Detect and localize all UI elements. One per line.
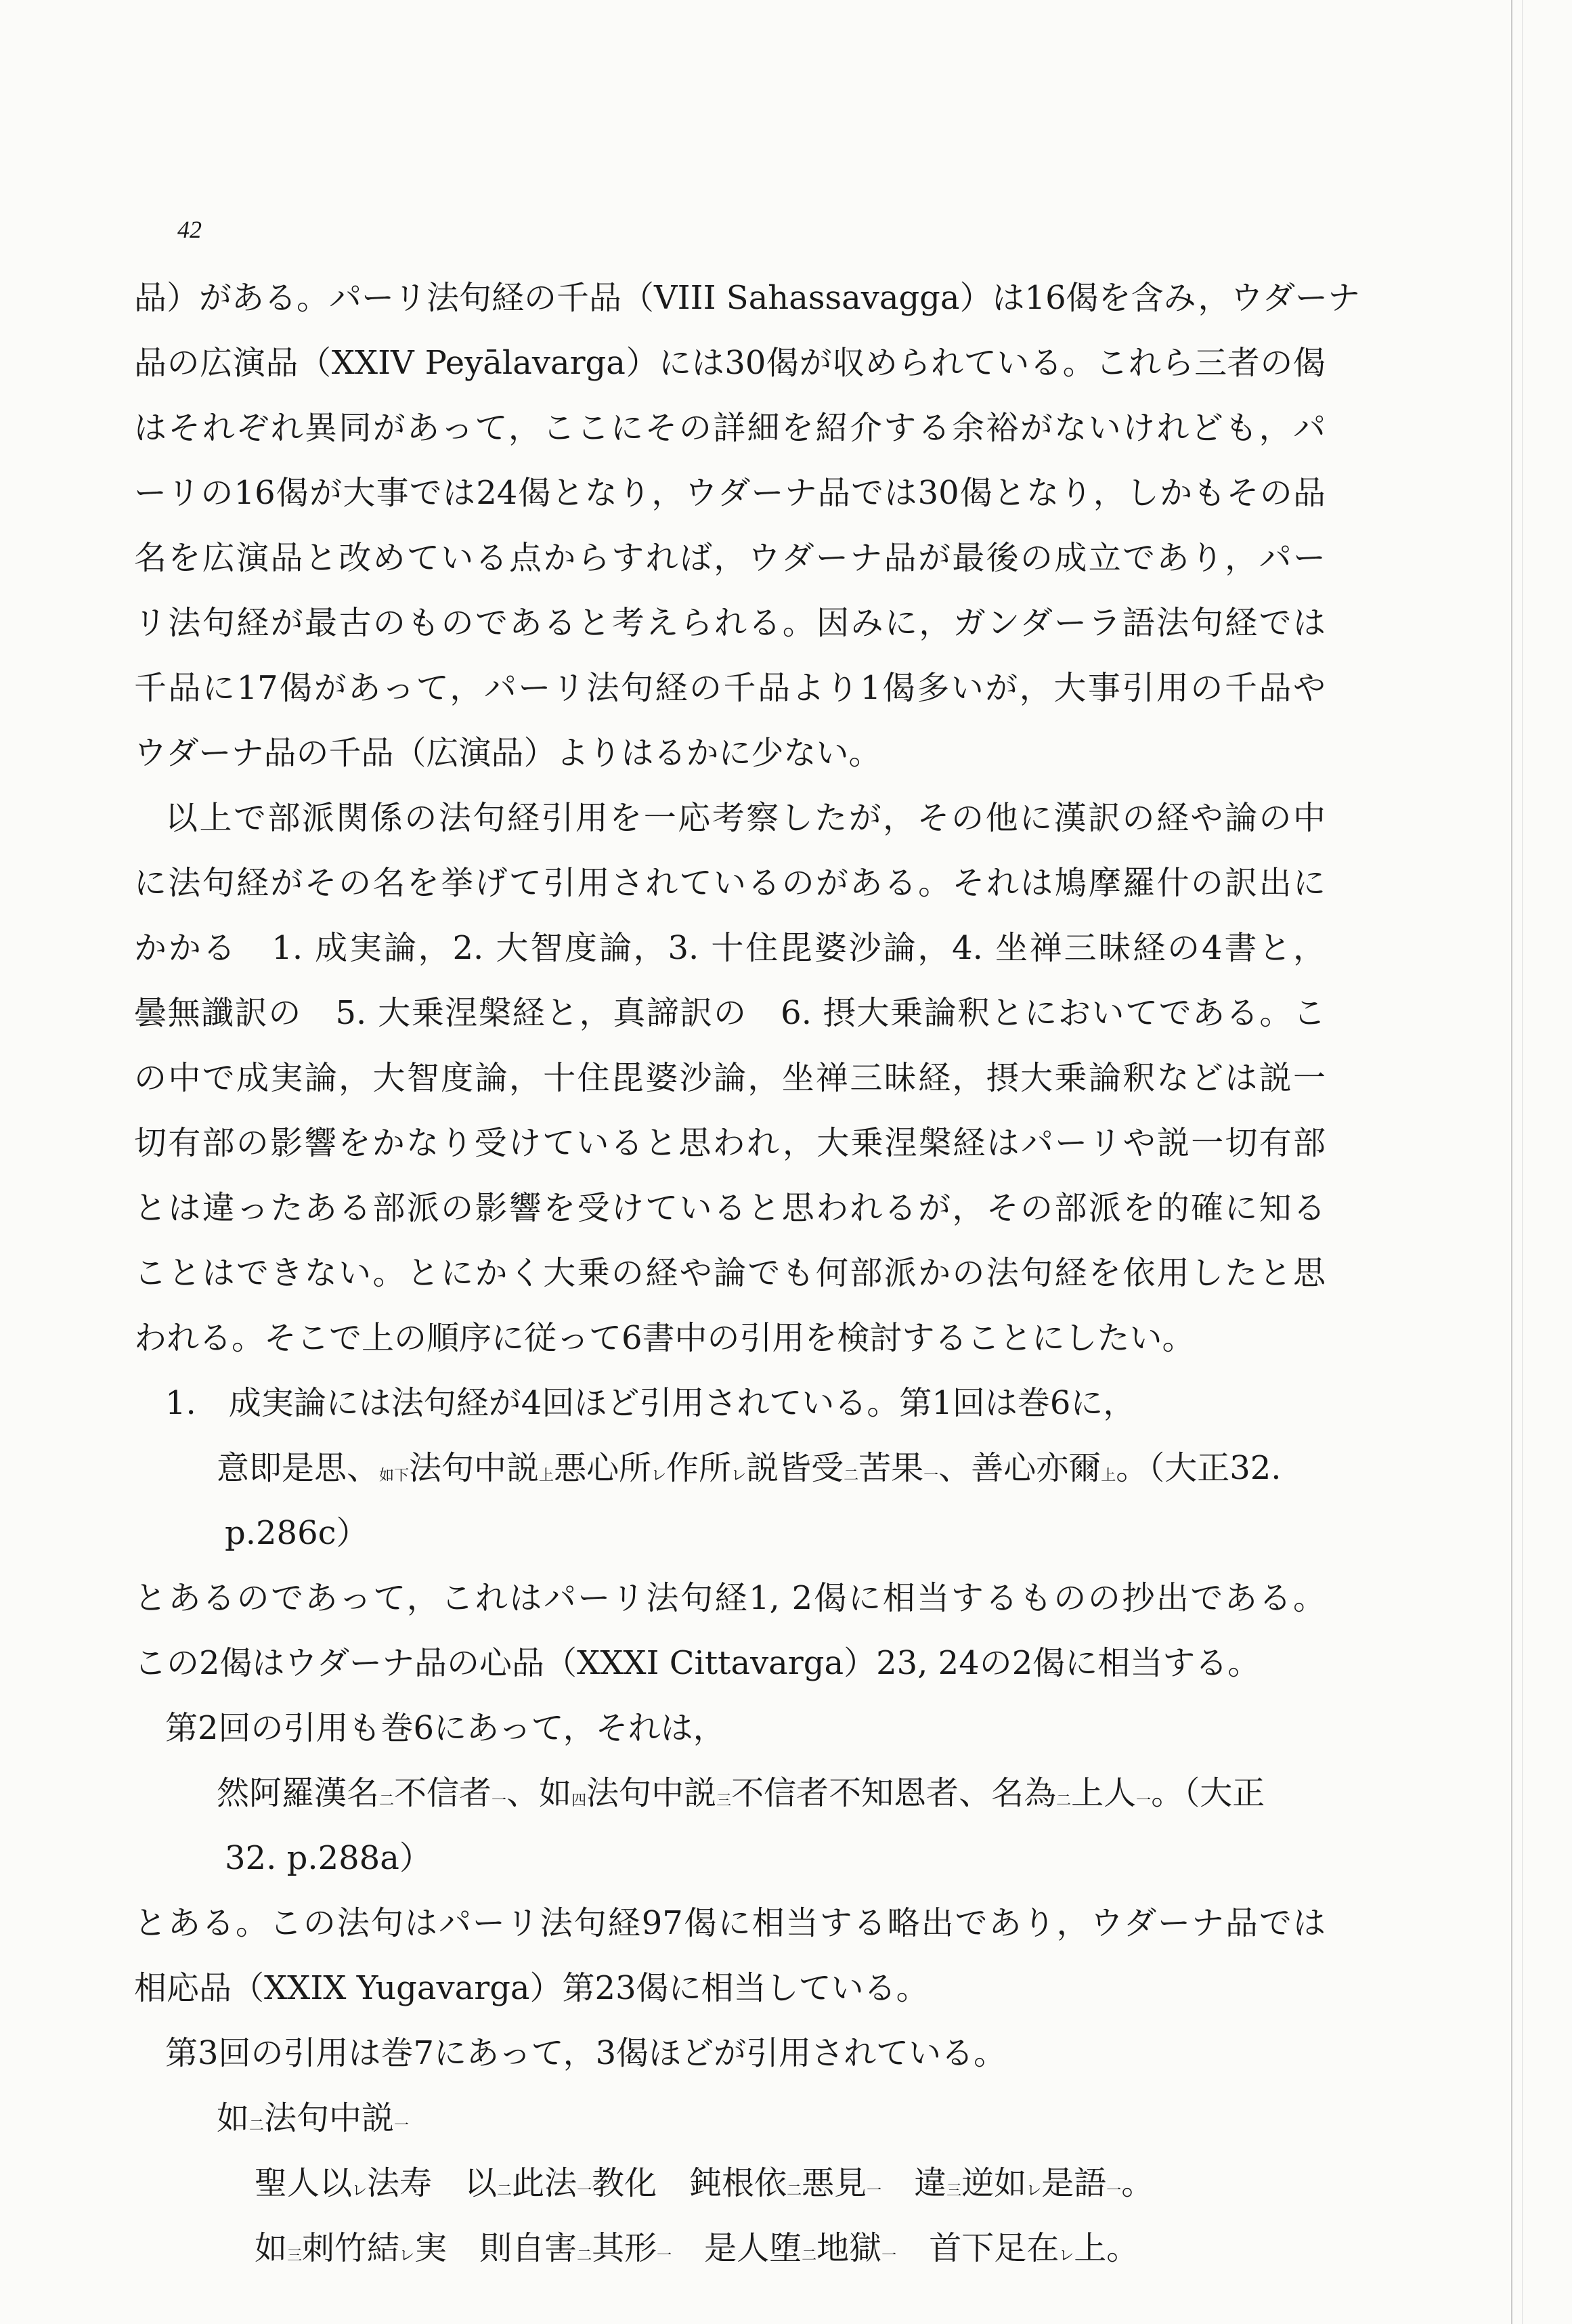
text-line: われる。そこで上の順序に従って6書中の引用を検討することにしたい。 bbox=[134, 1319, 1195, 1357]
item-heading: 1. 成実論には法句経が4回ほど引用されている。第1回は巻6に， bbox=[165, 1384, 1136, 1422]
page-number: 42 bbox=[177, 216, 202, 243]
text-line: はそれぞれ異同があって，ここにその詳細を紹介する余裕がないけれども，パ bbox=[134, 409, 1326, 447]
quote-line: 然阿羅漢名$_二$不信者$_一$、如$_四$法句中説$_三$不信者不知恩者、名為$_二$上人$_一$。（大正 bbox=[217, 1774, 1265, 1812]
text-line: 名を広演品と改めている点からすれば，ウダーナ品が最後の成立であり，パー bbox=[134, 539, 1326, 577]
text-line: 以上で部派関係の法句経引用を一応考察したが，その他に漢訳の経や論の中 bbox=[165, 799, 1326, 837]
text-line: 曇無讖訳の 5. 大乗涅槃経と，真諦訳の 6. 摂大乗論釈とにおいてである。こ bbox=[134, 994, 1326, 1032]
text-line: ーリの16偈が大事では24偈となり，ウダーナ品では30偈となり，しかもその品 bbox=[134, 474, 1326, 512]
text-line: リ法句経が最古のものであると考えられる。因みに，ガンダーラ語法句経では bbox=[134, 604, 1326, 642]
text-line: とあるのであって，これはパーリ法句経1, 2偈に相当するものの抄出である。 bbox=[134, 1579, 1326, 1617]
text-line: 第2回の引用も巻6にあって，それは， bbox=[165, 1709, 726, 1747]
text-line: の中で成実論，大智度論，十住毘婆沙論，坐禅三昧経，摂大乗論釈などは説一 bbox=[134, 1059, 1326, 1097]
scan-edge-line-inner bbox=[1522, 0, 1523, 2324]
scan-edge-line bbox=[1511, 0, 1512, 2324]
text-line: ウダーナ品の千品（広演品）よりはるかに少ない。 bbox=[134, 734, 881, 772]
text-line: 第3回の引用は巻7にあって，3偈ほどが引用されている。 bbox=[165, 2034, 1007, 2072]
quote-citation: 32. p.288a） bbox=[225, 1839, 432, 1877]
text-line: 品）がある。パーリ法句経の千品（VIII Sahassavagga）は16偈を含み，ウダーナ bbox=[134, 279, 1361, 317]
verse-line: 如$_三$刺竹結$_レ$実 則自害$_二$其形$_一$ 是人堕$_二$地獄$_一$ 首下足在$_レ$上。 bbox=[255, 2229, 1139, 2267]
verse-line: 聖人以$_レ$法寿 以$_二$此法$_一$教化 鈍根依$_二$悪見$_一$ 違$_三$逆如$_レ$是語$_一$。 bbox=[255, 2164, 1154, 2202]
text-line: ことはできない。とにかく大乗の経や論でも何部派かの法句経を依用したと思 bbox=[134, 1254, 1326, 1292]
text-line: 千品に17偈があって，パーリ法句経の千品より1偈多いが，大事引用の千品や bbox=[134, 669, 1326, 707]
text-line: とある。この法句はパーリ法句経97偈に相当する略出であり，ウダーナ品では bbox=[134, 1904, 1326, 1942]
text-line: 相応品（XXIX Yugavarga）第23偈に相当している。 bbox=[134, 1969, 929, 2007]
body-text bbox=[134, 265, 1361, 2281]
text-line: 切有部の影響をかなり受けていると思われ，大乗涅槃経はパーリや説一切有部 bbox=[134, 1124, 1326, 1162]
text-line: この2偈はウダーナ品の心品（XXXI Cittavarga）23, 24の2偈に相当する。 bbox=[134, 1644, 1261, 1682]
quote-line: 意即是思、$_{如下}$法句中説$_上$悪心所$_レ$作所$_レ$説皆受$_二$苦果$_一$、善心亦爾$_上$。（大正32. bbox=[217, 1449, 1282, 1487]
text-line: かかる 1. 成実論，2. 大智度論，3. 十住毘婆沙論，4. 坐禅三昧経の4書と， bbox=[134, 929, 1326, 967]
text-line: とは違ったある部派の影響を受けていると思われるが，その部派を的確に知る bbox=[134, 1189, 1326, 1227]
quote-citation: p.286c） bbox=[225, 1514, 369, 1552]
text-line: 品の広演品（XXIV Peyālavarga）には30偈が収められている。これら三者の偈 bbox=[134, 344, 1326, 382]
text-line: に法句経がその名を挙げて引用されているのがある。それは鳩摩羅什の訳出に bbox=[134, 864, 1326, 902]
verse-intro: 如$_二$法句中説$_一$ bbox=[217, 2099, 410, 2137]
